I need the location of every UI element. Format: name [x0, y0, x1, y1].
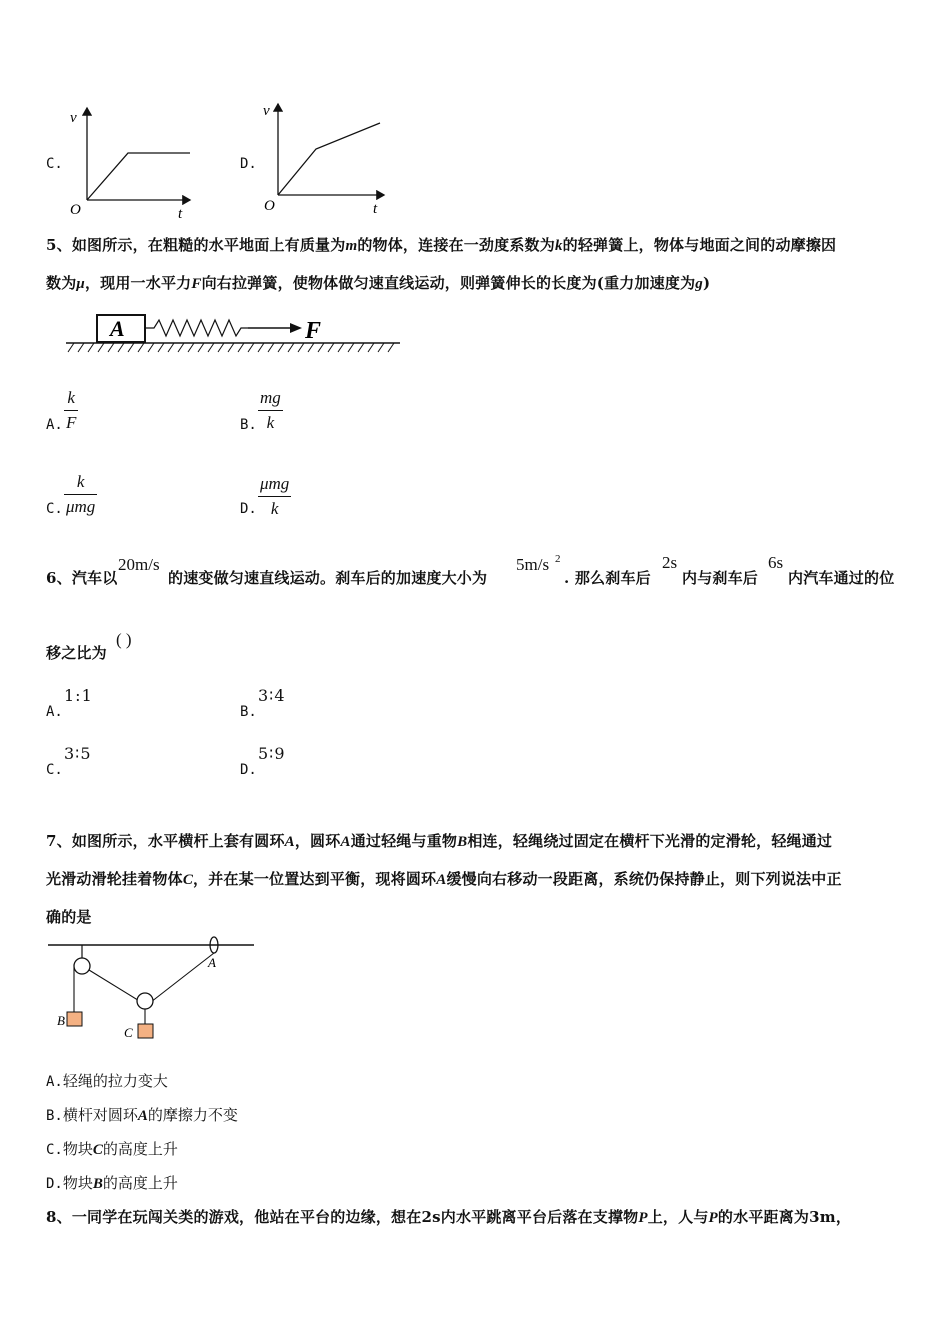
force-arrow-head	[290, 323, 302, 333]
graph-c-curve	[87, 153, 190, 200]
graph-d-origin: O	[264, 198, 275, 214]
q6-stem-line1: 6、汽车以 20m/s 的速变做匀速直线运动。刹车后的加速度大小为 5m/s 2 . 那么刹车后 2s 内与刹车后 6s 内汽车通过的位	[46, 553, 895, 587]
graph-c-origin: O	[70, 202, 81, 218]
q7-figure-pulley-system	[44, 934, 260, 1046]
q7-stem-line1: 7、如图所示，水平横杆上套有圆环A，圆环A通过轻绳与重物B相连，轻绳绕过固定在横杆下光滑的定滑轮，轻绳通过	[46, 832, 833, 850]
q8-stem-line1: 8、一同学在玩闯关类的游戏，他站在平台的边缘，想在2s内水平跳离平台后落在支撑物P上，人与P的水平距离为3m，	[46, 1208, 852, 1226]
q5-option-a-letter: A.	[46, 417, 63, 433]
spring	[145, 320, 248, 336]
q6-option-a: A. 1:1	[46, 686, 93, 720]
q7-option-a: A.轻绳的拉力变大	[46, 1072, 168, 1090]
q7-option-b: B.横杆对圆环A的摩擦力不变	[46, 1106, 238, 1124]
q5-figure-spring-block	[62, 308, 407, 358]
force-label: F	[305, 318, 322, 344]
graph-c-y-label: v	[70, 110, 77, 126]
q5-option-d-fraction: μmg k	[260, 474, 290, 518]
q5-option-a-fraction: k F	[66, 388, 77, 432]
block-a-label: A	[110, 316, 125, 341]
q5-option-b-fraction: mg k	[260, 388, 281, 432]
ground-hatching	[68, 343, 394, 352]
q5-option-c-fraction: k μmg	[66, 472, 96, 516]
rope-left	[89, 970, 141, 1002]
q7-stem-line2: 光滑动滑轮挂着物体C，并在某一位置达到平衡，现将圆环A缓慢向右移动一段距离，系统仍保持静止，则下列说法中正	[46, 870, 842, 888]
weight-b-label: B	[57, 1013, 65, 1028]
q6-option-b: B. 3∶4	[240, 686, 286, 720]
graph-c	[60, 100, 210, 222]
graph-d-x-label: t	[373, 201, 378, 217]
q7-stem-line3: 确的是	[46, 908, 92, 926]
q6-stem-line2: 移之比为 ( )	[46, 630, 132, 662]
graph-option-c-label: C.	[46, 156, 63, 172]
weight-c	[138, 1024, 153, 1038]
graph-d-y-label: v	[263, 103, 270, 119]
graph-c-x-label: t	[178, 206, 183, 222]
q7-option-d: D.物块B的高度上升	[46, 1174, 178, 1192]
q6-option-d: D. 5∶9	[240, 744, 286, 778]
q7-option-c: C.物块C的高度上升	[46, 1140, 178, 1158]
q5-option-d-letter: D.	[240, 501, 257, 517]
graph-option-d-label: D.	[240, 156, 257, 172]
q5-option-c-letter: C.	[46, 501, 63, 517]
weight-b	[67, 1012, 82, 1026]
fixed-pulley	[74, 958, 90, 974]
graph-d	[258, 98, 398, 220]
movable-pulley	[137, 993, 153, 1009]
graph-d-curve	[278, 123, 380, 195]
q5-stem-line2: 数为μ，现用一水平力F向右拉弹簧，使物体做匀速直线运动，则弹簧伸长的长度为(重力加速度为g)	[46, 274, 711, 292]
q5-stem-line1: 5、如图所示，在粗糙的水平地面上有质量为m的物体，连接在一劲度系数为k的轻弹簧上，物体与地面之间的动摩擦因	[46, 236, 837, 254]
ring-a-label: A	[208, 955, 216, 970]
rope-right	[151, 953, 214, 1002]
q6-option-c: C. 3∶5	[46, 744, 92, 778]
weight-c-label: C	[124, 1025, 133, 1040]
q5-option-b-letter: B.	[240, 417, 257, 433]
